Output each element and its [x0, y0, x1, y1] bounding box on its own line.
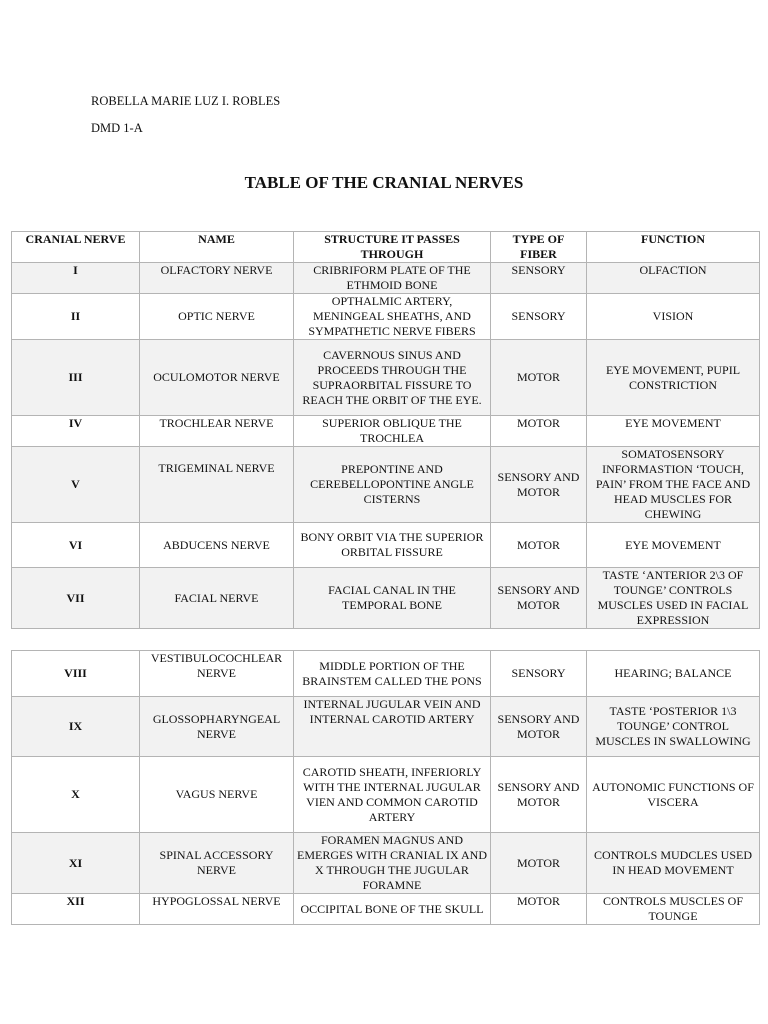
table-row — [12, 340, 760, 416]
nerve-fiber-type: MOTOR — [491, 894, 587, 925]
nerve-name: ABDUCENS NERVE — [140, 523, 294, 568]
header-structure: STRUCTURE IT PASSES THROUGH — [294, 232, 491, 263]
table-row — [12, 568, 760, 629]
nerve-name: VAGUS NERVE — [140, 757, 294, 833]
nerve-structure: OPTHALMIC ARTERY, MENINGEAL SHEATHS, AND SYMPATHETIC NERVE FIBERS — [294, 294, 491, 340]
nerve-name: OCULOMOTOR NERVE — [140, 340, 294, 416]
table-header-row — [12, 232, 760, 263]
nerve-numeral: X — [12, 757, 140, 833]
cranial-nerves-table-part-2 — [11, 650, 760, 925]
cranial-nerves-table-part-1 — [11, 231, 760, 629]
nerve-function: AUTONOMIC FUNCTIONS OF VISCERA — [587, 757, 760, 833]
nerve-structure: SUPERIOR OBLIQUE THE TROCHLEA — [294, 416, 491, 447]
nerve-structure: FORAMEN MAGNUS AND EMERGES WITH CRANIAL IX AND X THROUGH THE JUGULAR FORAMNE — [294, 833, 491, 894]
nerve-structure: BONY ORBIT VIA THE SUPERIOR ORBITAL FISSURE — [294, 523, 491, 568]
nerve-name: TRIGEMINAL NERVE — [140, 447, 294, 523]
nerve-fiber-type: MOTOR — [491, 416, 587, 447]
header-function: FUNCTION — [587, 232, 760, 263]
table-row — [12, 833, 760, 894]
nerve-function: EYE MOVEMENT — [587, 416, 760, 447]
nerve-fiber-type: SENSORY — [491, 294, 587, 340]
nerve-fiber-type: SENSORY — [491, 651, 587, 697]
nerve-function: TASTE ‘ANTERIOR 2\3 OF TOUNGE’ CONTROLS MUSCLES USED IN FACIAL EXPRESSION — [587, 568, 760, 629]
nerve-function: HEARING; BALANCE — [587, 651, 760, 697]
nerve-name: FACIAL NERVE — [140, 568, 294, 629]
table-row — [12, 263, 760, 294]
nerve-structure: CRIBRIFORM PLATE OF THE ETHMOID BONE — [294, 263, 491, 294]
nerve-numeral: III — [12, 340, 140, 416]
nerve-name: OPTIC NERVE — [140, 294, 294, 340]
nerve-structure: CAVERNOUS SINUS AND PROCEEDS THROUGH THE SUPRAORBITAL FISSURE TO REACH THE ORBIT OF THE EYE. — [294, 340, 491, 416]
nerve-fiber-type: SENSORY AND MOTOR — [491, 447, 587, 523]
nerve-name: VESTIBULOCOCHLEAR NERVE — [140, 651, 294, 697]
nerve-name: OLFACTORY NERVE — [140, 263, 294, 294]
table-row — [12, 294, 760, 340]
nerve-function: SOMATOSENSORY INFORMASTION ‘TOUCH, PAIN’ FROM THE FACE AND HEAD MUSCLES FOR CHEWING — [587, 447, 760, 523]
nerve-numeral: II — [12, 294, 140, 340]
header-cranial-nerve: CRANIAL NERVE — [12, 232, 140, 263]
nerve-numeral: VIII — [12, 651, 140, 697]
nerve-function: TASTE ‘POSTERIOR 1\3 TOUNGE’ CONTROL MUSCLES IN SWALLOWING — [587, 697, 760, 757]
nerve-fiber-type: SENSORY — [491, 263, 587, 294]
nerve-structure: PREPONTINE AND CEREBELLOPONTINE ANGLE CISTERNS — [294, 447, 491, 523]
class-section: DMD 1-A — [91, 121, 143, 135]
nerve-function: EYE MOVEMENT — [587, 523, 760, 568]
nerve-fiber-type: SENSORY AND MOTOR — [491, 697, 587, 757]
table-row — [12, 651, 760, 697]
nerve-name: TROCHLEAR NERVE — [140, 416, 294, 447]
table-row — [12, 757, 760, 833]
table-row — [12, 523, 760, 568]
nerve-function: CONTROLS MUSCLES OF TOUNGE — [587, 894, 760, 925]
nerve-numeral: IX — [12, 697, 140, 757]
nerve-fiber-type: SENSORY AND MOTOR — [491, 757, 587, 833]
nerve-function: CONTROLS MUDCLES USED IN HEAD MOVEMENT — [587, 833, 760, 894]
nerve-structure: MIDDLE PORTION OF THE BRAINSTEM CALLED THE PONS — [294, 651, 491, 697]
nerve-fiber-type: SENSORY AND MOTOR — [491, 568, 587, 629]
table-row — [12, 416, 760, 447]
nerve-function: OLFACTION — [587, 263, 760, 294]
nerve-structure: INTERNAL JUGULAR VEIN AND INTERNAL CAROTID ARTERY — [294, 697, 491, 757]
nerve-numeral: VII — [12, 568, 140, 629]
nerve-function: VISION — [587, 294, 760, 340]
nerve-fiber-type: MOTOR — [491, 340, 587, 416]
nerve-numeral: V — [12, 447, 140, 523]
nerve-structure: FACIAL CANAL IN THE TEMPORAL BONE — [294, 568, 491, 629]
header-name: NAME — [140, 232, 294, 263]
table-row — [12, 894, 760, 925]
table-row — [12, 697, 760, 757]
nerve-function: EYE MOVEMENT, PUPIL CONSTRICTION — [587, 340, 760, 416]
nerve-numeral: I — [12, 263, 140, 294]
nerve-fiber-type: MOTOR — [491, 833, 587, 894]
table-row — [12, 447, 760, 523]
author-name: ROBELLA MARIE LUZ I. ROBLES — [91, 94, 281, 108]
nerve-structure: CAROTID SHEATH, INFERIORLY WITH THE INTERNAL JUGULAR VIEN AND COMMON CAROTID ARTERY — [294, 757, 491, 833]
nerve-numeral: IV — [12, 416, 140, 447]
nerve-name: GLOSSOPHARYNGEAL NERVE — [140, 697, 294, 757]
nerve-numeral: XII — [12, 894, 140, 925]
nerve-numeral: XI — [12, 833, 140, 894]
nerve-structure: OCCIPITAL BONE OF THE SKULL — [294, 894, 491, 925]
nerve-numeral: VI — [12, 523, 140, 568]
nerve-name: HYPOGLOSSAL NERVE — [140, 894, 294, 925]
page-title: TABLE OF THE CRANIAL NERVES — [244, 173, 524, 192]
nerve-fiber-type: MOTOR — [491, 523, 587, 568]
header-fiber-type: TYPE OF FIBER — [491, 232, 587, 263]
nerve-name: SPINAL ACCESSORY NERVE — [140, 833, 294, 894]
